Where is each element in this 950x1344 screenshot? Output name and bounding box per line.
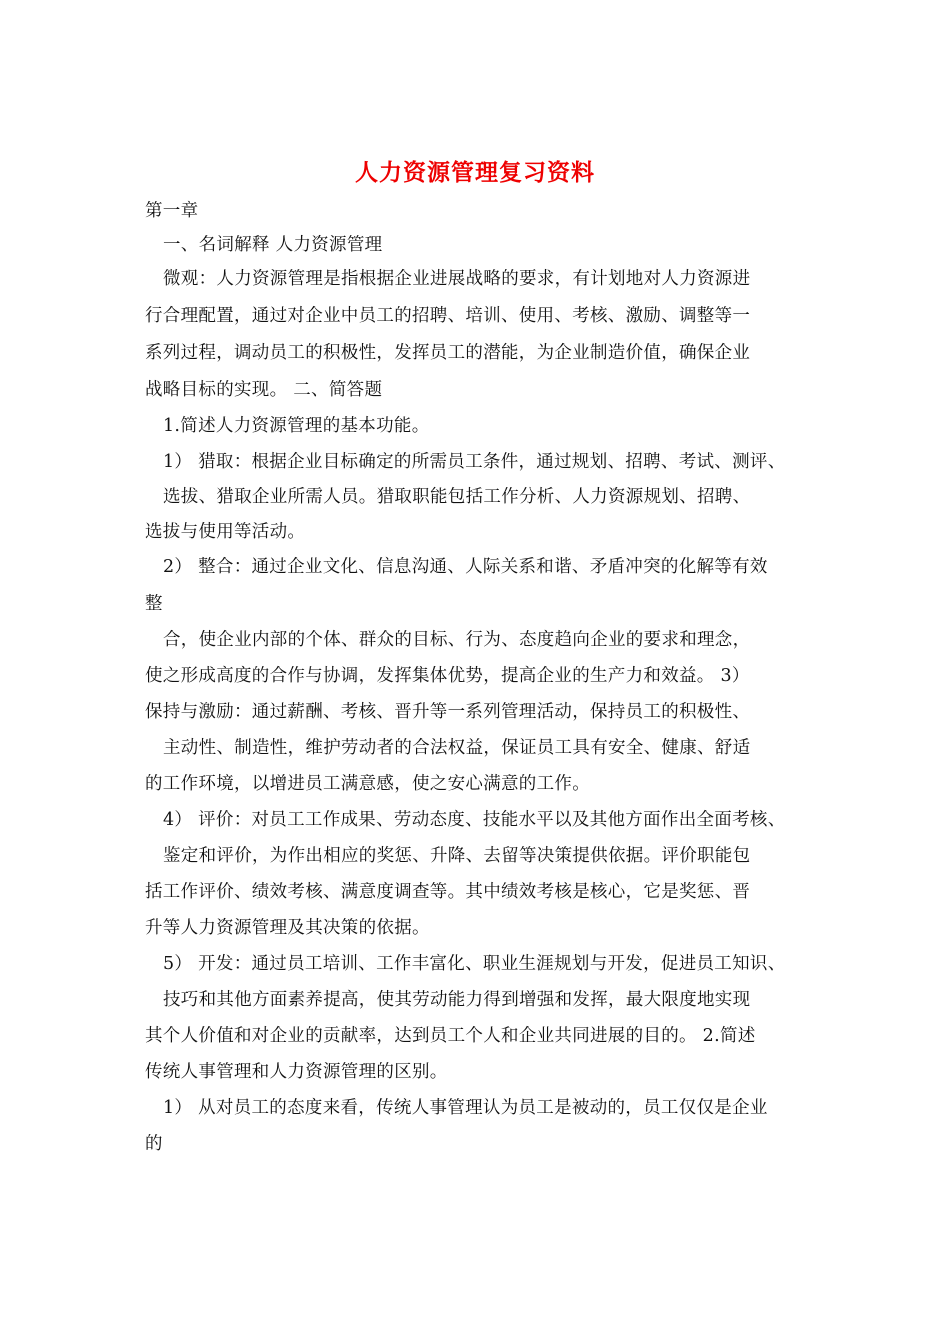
text-line: 一、名词解释 人力资源管理 [163, 235, 383, 255]
text-line: 技巧和其他方面素养提高，使其劳动能力得到增强和发挥，最大限度地实现 [163, 990, 751, 1010]
text-line: 主动性、制造性，维护劳动者的合法权益，保证员工具有安全、健康、舒适 [163, 738, 751, 758]
text-line: 系列过程，调动员工的积极性，发挥员工的潜能，为企业制造价值，确保企业 [145, 343, 751, 363]
text-line: 其个人价值和对企业的贡献率，达到员工个人和企业共同进展的目的。 2.简述 [145, 1026, 756, 1046]
text-line: 1） 猎取：根据企业目标确定的所需员工条件，通过规划、招聘、考试、测评、 [163, 452, 786, 472]
text-line: 的工作环境，以增进员工满意感，使之安心满意的工作。 [145, 774, 590, 794]
text-line: 整 [145, 594, 163, 614]
text-line: 升等人力资源管理及其决策的依据。 [145, 918, 430, 938]
text-line: 的 [145, 1134, 163, 1154]
text-line: 鉴定和评价，为作出相应的奖惩、升降、去留等决策提供依据。评价职能包 [163, 846, 751, 866]
text-line: 合，使企业内部的个体、群众的目标、行为、态度趋向企业的要求和理念， [163, 630, 751, 650]
text-line: 1） 从对员工的态度来看，传统人事管理认为员工是被动的，员工仅仅是企业 [163, 1098, 768, 1118]
text-line: 1.简述人力资源管理的基本功能。 [163, 416, 430, 436]
text-line: 括工作评价、绩效考核、满意度调查等。其中绩效考核是核心，它是奖惩、晋 [145, 882, 751, 902]
text-line: 选拔、猎取企业所需人员。猎取职能包括工作分析、人力资源规划、招聘、 [163, 487, 751, 507]
text-line: 传统人事管理和人力资源管理的区别。 [145, 1062, 448, 1082]
text-line: 2） 整合：通过企业文化、信息沟通、人际关系和谐、矛盾冲突的化解等有效 [163, 557, 768, 577]
text-line: 第一章 [145, 201, 199, 221]
text-line: 4） 评价：对员工工作成果、劳动态度、技能水平以及其他方面作出全面考核、 [163, 810, 786, 830]
text-line: 5） 开发：通过员工培训、工作丰富化、职业生涯规划与开发，促进员工知识、 [163, 954, 786, 974]
text-line: 保持与激励：通过薪酬、考核、晋升等一系列管理活动，保持员工的积极性、 [145, 702, 751, 722]
text-line: 战略目标的实现。 二、简答题 [145, 380, 383, 400]
text-line: 选拔与使用等活动。 [145, 522, 306, 542]
document-title: 人力资源管理复习资料 [355, 159, 595, 186]
text-line: 微观：人力资源管理是指根据企业进展战略的要求，有计划地对人力资源进 [163, 269, 751, 289]
text-line: 行合理配置，通过对企业中员工的招聘、培训、使用、考核、激励、调整等一 [145, 306, 751, 326]
text-line: 使之形成高度的合作与协调，发挥集体优势，提高企业的生产力和效益。 3） [145, 666, 750, 686]
